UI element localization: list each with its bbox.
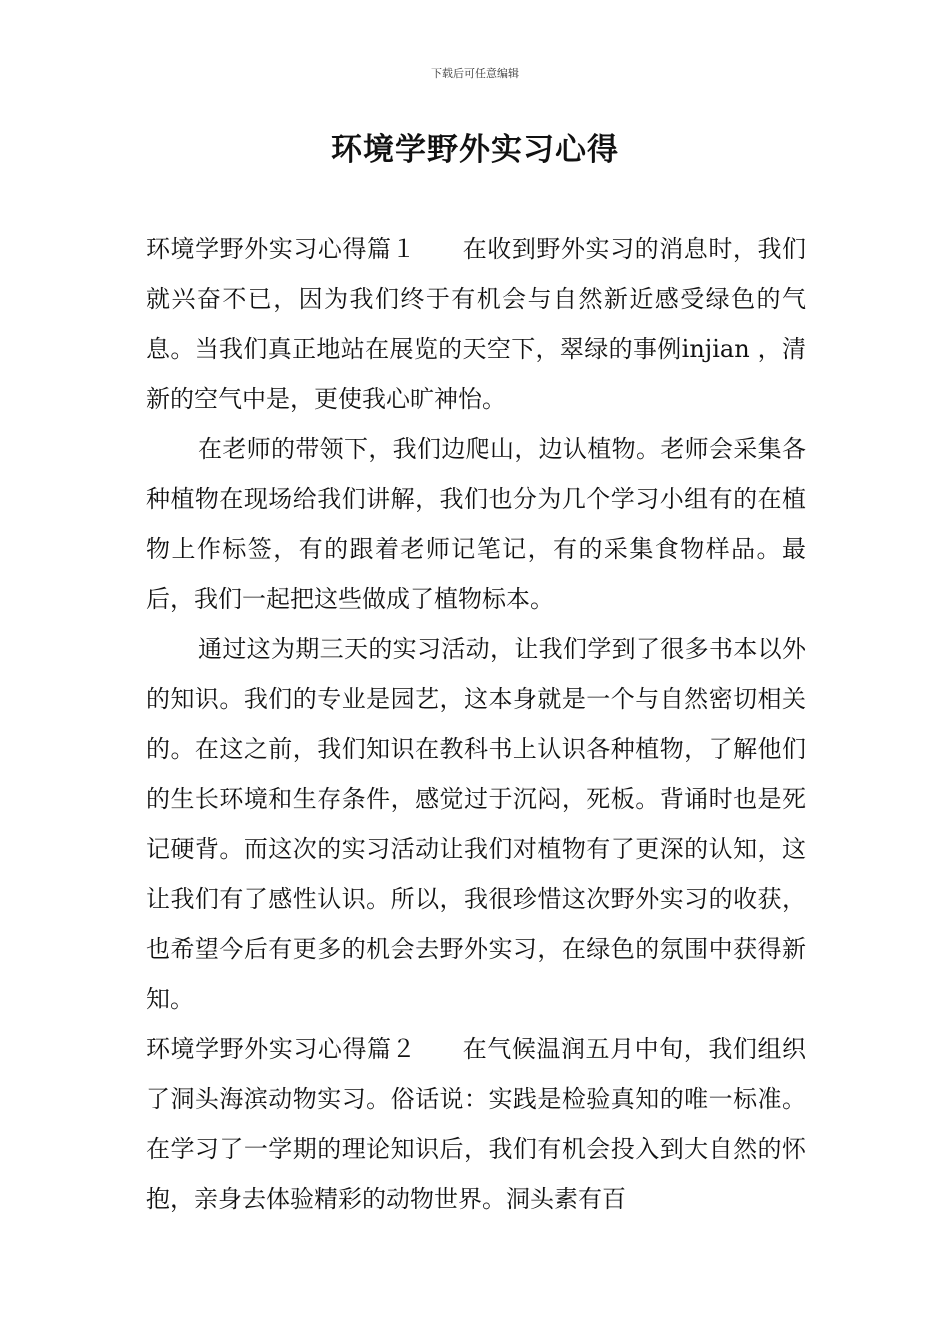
section-2-paragraph-1 (146, 1024, 806, 1224)
document-body (146, 224, 806, 1224)
section-1-text-1: 在收到野外实习的消息时，我们就兴奋不已，因为我们终于有机会与自然新近感受绿色的气息。当我们真正地站在展览的天空下，翠绿的事例injian ，清新的空气中是，更使我心旷神怡。 (146, 235, 807, 413)
section-1-paragraph-3: 通过这为期三天的实习活动，让我们学到了很多书本以外的知识。我们的专业是园艺，这本身就是一个与自然密切相关的。在这之前，我们知识在教科书上认识各种植物，了解他们的生长环境和生存条件，感觉过于沉闷，死板。背诵时也是死记硬背。而这次的实习活动让我们对植物有了更深的认知，这让我们有了感性认识。所以，我很珍惜这次野外实习的收获，也希望今后有更多的机会去野外实习，在绿色的氛围中获得新知。 (146, 635, 806, 1013)
section-1-paragraph-2: 在老师的带领下，我们边爬山，边认植物。老师会采集各种植物在现场给我们讲解，我们也分为几个学习小组有的在植物上作标签，有的跟着老师记笔记，有的采集食物样品。最后，我们一起把这些做成了植物标本。 (146, 435, 806, 613)
section-2-text-1: 在气候温润五月中旬，我们组织了洞头海滨动物实习。俗话说：实践是检验真知的唯一标准。在学习了一学期的理论知识后，我们有机会投入到大自然的怀抱，亲身去体验精彩的动物世界。洞头素有百 (146, 1035, 807, 1213)
document-title: 环境学野外实习心得 (331, 132, 619, 168)
section-1-paragraph-1 (146, 224, 806, 424)
header-note: 下载后可任意编辑 (431, 67, 519, 80)
section-2-label: 环境学野外实习心得篇２ (146, 1035, 417, 1063)
section-1-label: 环境学野外实习心得篇１ (146, 235, 417, 263)
